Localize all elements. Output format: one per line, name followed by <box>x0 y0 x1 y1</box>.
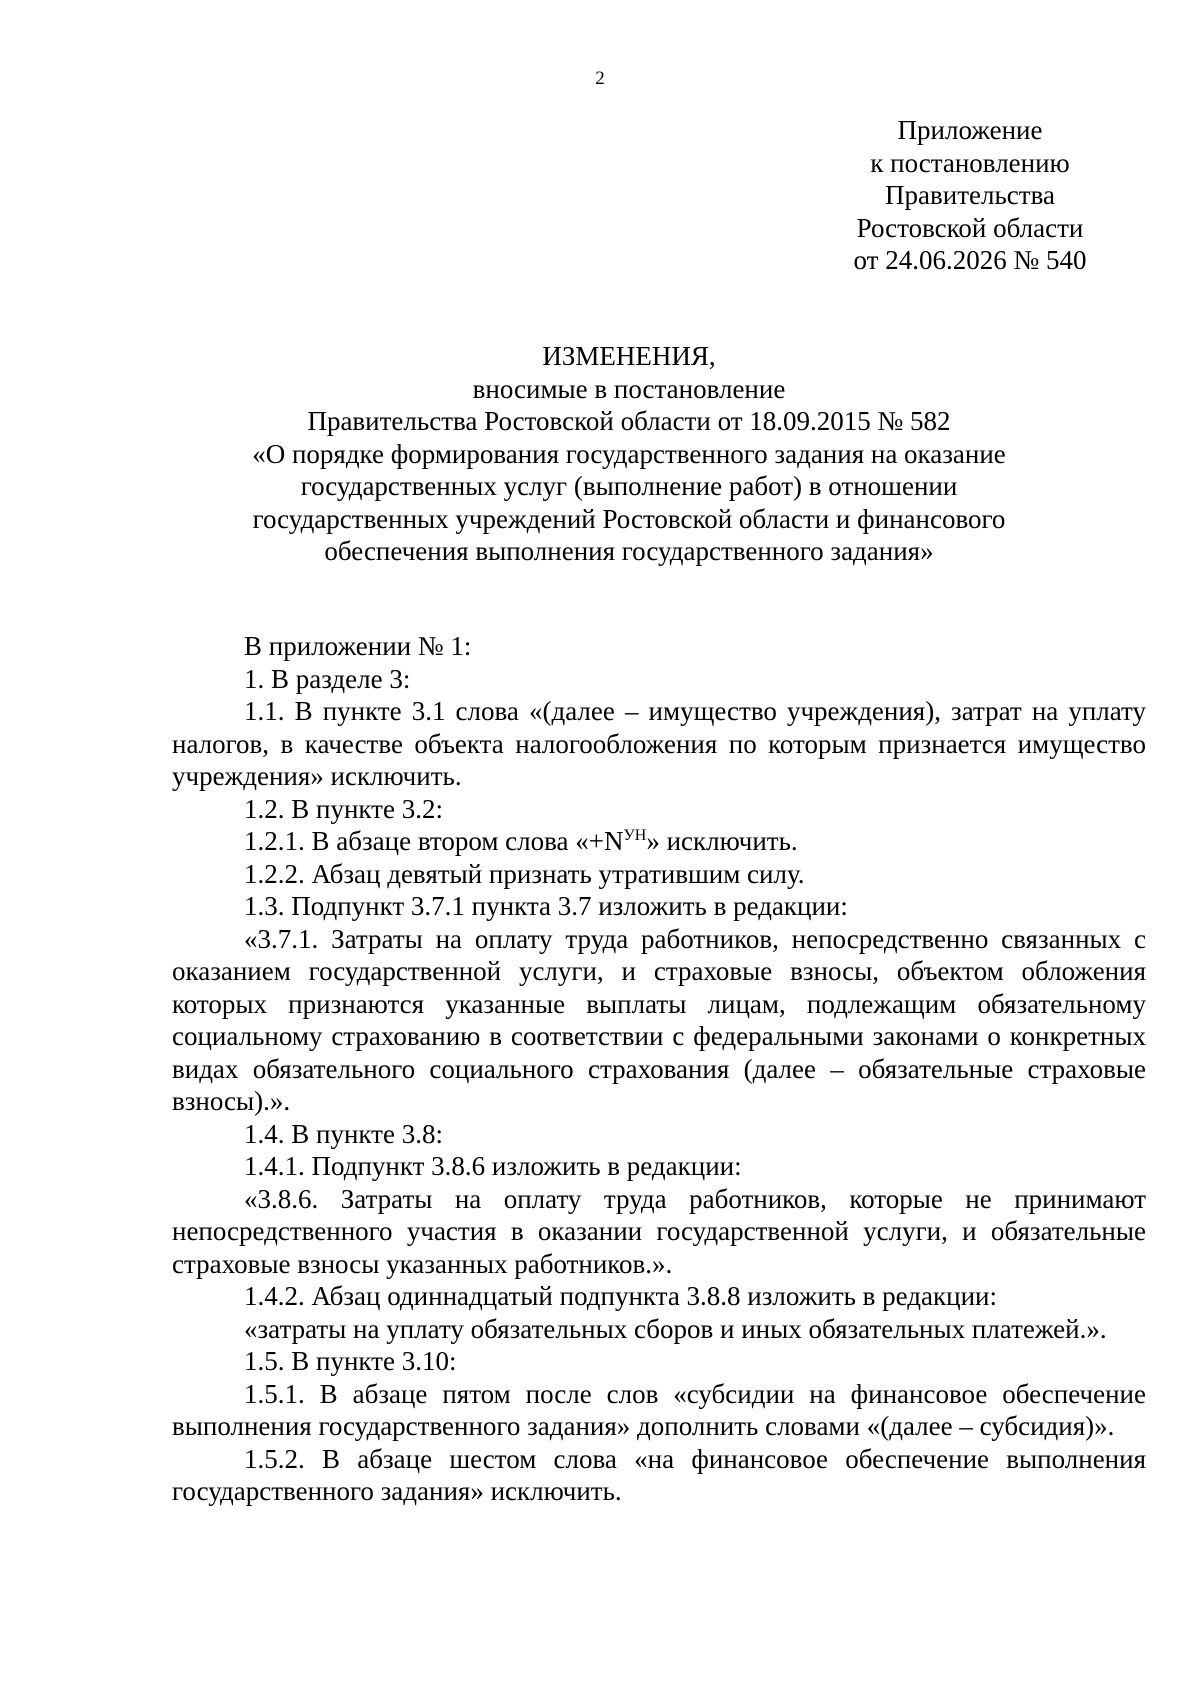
title-line: государственных услуг (выполнение работ) в отношении <box>300 471 958 501</box>
appendix-line: к постановлению <box>870 147 1070 178</box>
paragraph: 1.4. В пункте 3.8: <box>244 1118 443 1149</box>
paragraph: 1.5.2. В абзаце шестом слова «на финансовое обеспечение выполнения государственного задания» исключить. <box>172 1443 1146 1506</box>
appendix-block <box>820 114 1120 277</box>
paragraph-text: 1.2.1. В абзаце втором слова «+N <box>244 826 624 856</box>
title-line: государственных учреждений Ростовской области и финансового <box>252 503 1006 534</box>
paragraph: «3.8.6. Затраты на оплату труда работников, которые не принимают непосредственного участия в оказании государственной услуги, и обязательные страховые взносы указанных работников.». <box>172 1183 1146 1279</box>
title-line: «О порядке формирования государственного задания на оказание <box>252 438 1006 469</box>
paragraph: 1.5.1. В абзаце пятом после слов «субсидии на финансовое обеспечение выполнения государственного задания» дополнить словами «(далее – субсидия)». <box>172 1378 1146 1441</box>
title-line: вносимые в постановление <box>472 373 786 404</box>
document-title <box>175 340 1083 568</box>
appendix-date-number: от 24.06.2026 № 540 <box>853 245 1087 275</box>
paragraph: «затраты на уплату обязательных сборов и иных обязательных платежей.». <box>244 1313 1107 1344</box>
paragraph: 1.2. В пункте 3.2: <box>244 793 443 824</box>
paragraph-text: » исключить. <box>646 826 798 856</box>
superscript-index: УН <box>623 827 647 844</box>
paragraph: 1.5. В пункте 3.10: <box>244 1346 457 1376</box>
document-body <box>172 630 1146 1508</box>
paragraph: 1.1. В пункте 3.1 слова «(далее – имущество учреждения), затрат на уплату налогов, в качестве объекта налогообложения по которым признается имущество учреждения» исключить. <box>172 696 1146 791</box>
appendix-line: Приложение <box>897 115 1043 145</box>
appendix-line: Правительства <box>885 180 1055 210</box>
paragraph: В приложении № 1: <box>244 631 472 661</box>
paragraph: 1. В разделе 3: <box>244 663 411 694</box>
paragraph: 1.4.1. Подпункт 3.8.6 изложить в редакции: <box>244 1151 742 1181</box>
paragraph: 1.2.2. Абзац девятый признать утратившим силу. <box>244 858 805 889</box>
paragraph: 1.4.2. Абзац одиннадцатый подпункта 3.8.8 изложить в редакции: <box>244 1281 997 1311</box>
paragraph: 1.3. Подпункт 3.7.1 пункта 3.7 изложить в редакции: <box>244 891 848 921</box>
title-heading: ИЗМЕНЕНИЯ, <box>542 341 716 371</box>
title-line: Правительства Ростовской области от 18.09.2015 № 582 <box>307 406 951 436</box>
page-number: 2 <box>595 68 605 89</box>
appendix-line: Ростовской области <box>856 212 1084 243</box>
paragraph <box>172 825 1146 858</box>
paragraph: «3.7.1. Затраты на оплату труда работников, непосредственно связанных с оказанием государственной услуги, и страховые взносы, объектом обложения которых признаются указанные выплаты лицам, подлежащим обязательному социальному страхованию в соответствии с федеральными законами о конкретных видах обязательного социального страхования (далее – обязательные страховые взносы).». <box>172 923 1146 1116</box>
title-line: обеспечения выполнения государственного задания» <box>324 536 934 566</box>
